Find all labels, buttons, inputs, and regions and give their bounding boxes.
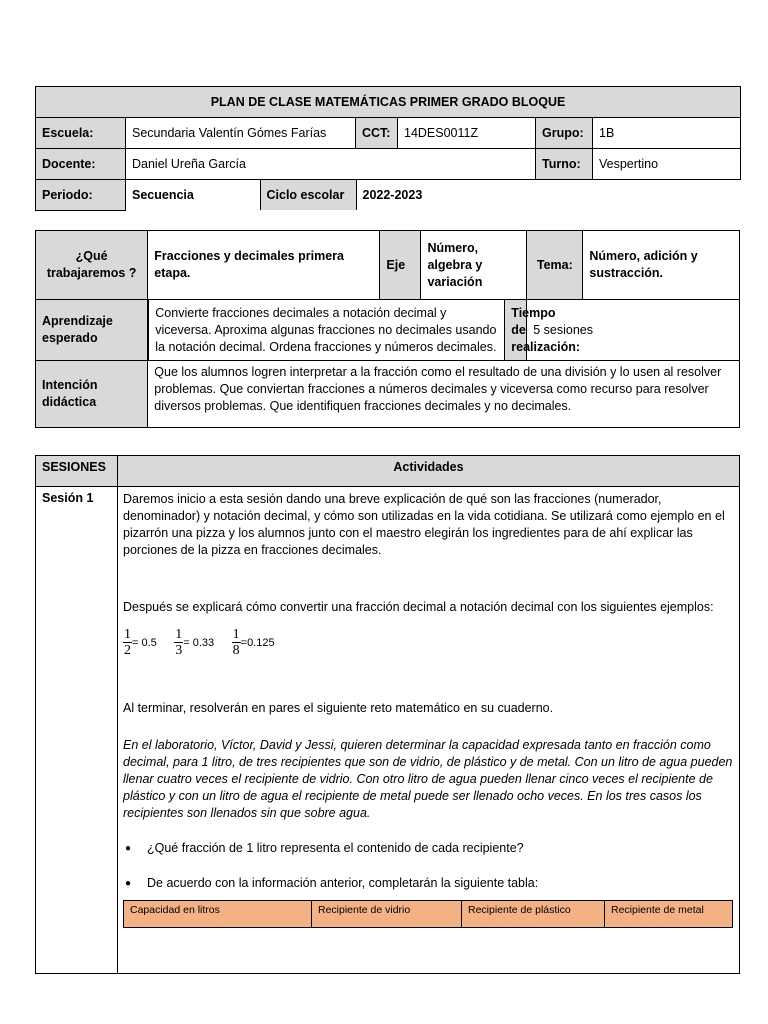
bullet-icon: ● bbox=[125, 878, 132, 889]
eje-label: Eje bbox=[380, 231, 421, 300]
fraction-value: = 0.5 bbox=[132, 637, 157, 649]
fraction-numerator: 1 bbox=[124, 627, 131, 642]
aprendizaje-label: Aprendizaje esperado bbox=[36, 300, 148, 361]
pairs-paragraph: Al terminar, resolverán en pares el siguiente reto matemático en su cuaderno. bbox=[123, 701, 554, 715]
eje-value: Número, algebra y variación bbox=[421, 231, 527, 300]
ciclo-value: 2022-2023 bbox=[362, 187, 423, 202]
bullet-icon: ● bbox=[125, 843, 132, 854]
cct-label: CCT: bbox=[356, 118, 398, 149]
grupo-value: 1B bbox=[593, 118, 741, 149]
fraction-example bbox=[174, 627, 214, 658]
sessions-table bbox=[35, 455, 740, 974]
capacity-header-cell: Recipiente de metal bbox=[605, 901, 733, 928]
fraction-denominator: 8 bbox=[232, 643, 240, 658]
periodo-label: Periodo: bbox=[36, 180, 126, 211]
bullet-text: De acuerdo con la información anterior, completarán la siguiente tabla: bbox=[147, 876, 539, 890]
tema-label: Tema: bbox=[527, 231, 583, 300]
fraction-numerator: 1 bbox=[232, 627, 240, 642]
fraction-numerator: 1 bbox=[175, 627, 183, 642]
challenge-paragraph: En el laboratorio, Víctor, David y Jessi, quieren determinar la capacidad expresada tanto en fracción como decimal, para 1 litro, de tres recipientes que son de vidrio, de plástico y de metal. Con un litro de agua pueden llenar cuatro veces el recipiente de vidrio. Con otro litro de agua pueden llenar cinco veces el recipiente de plástico y con un litro de agua el recipiente de metal puede ser llenado ocho veces. En los tres casos los recipientes son llenados sin que sobre agua. bbox=[123, 738, 733, 820]
tema-value: Número, adición y sustracción. bbox=[583, 231, 740, 300]
fraction-example bbox=[123, 627, 157, 658]
aprendizaje-value: Convierte fracciones decimales a notación decimal y viceversa. Aproxima algunas fracciones no decimales usando la notación decimal. Ordena fracciones y números decimales. bbox=[149, 300, 505, 360]
periodo-value: Secuencia bbox=[126, 180, 260, 210]
fraction-example bbox=[232, 627, 275, 658]
actividades-header: Actividades bbox=[118, 456, 740, 487]
que-value: Fracciones y decimales primera etapa. bbox=[148, 231, 380, 300]
bullet-item bbox=[123, 840, 734, 857]
fraction-value: = 0.33 bbox=[183, 637, 215, 649]
capacity-header-cell: Recipiente de plástico bbox=[462, 901, 605, 928]
intencion-label: Intención didáctica bbox=[36, 361, 148, 428]
intencion-value: Que los alumnos logren interpretar a la fracción como el resultado de una división y lo usen al resolver problemas. Que conviertan fracciones a números decimales y viceversa como recurso para resolver diversos problemas. Que identifiquen fracciones decimales y no decimales. bbox=[148, 361, 740, 428]
fraction-examples bbox=[123, 626, 734, 658]
que-label: ¿Qué trabajaremos ? bbox=[36, 231, 148, 300]
ciclo-label: Ciclo escolar bbox=[260, 180, 356, 210]
turno-value: Vespertino bbox=[593, 149, 741, 180]
fraction-denominator: 3 bbox=[175, 643, 183, 658]
docente-value: Daniel Ureña García bbox=[126, 149, 536, 180]
periodo-subtable bbox=[126, 180, 741, 210]
fraction-value: =0.125 bbox=[240, 637, 275, 649]
escuela-value: Secundaria Valentín Gómes Farías bbox=[126, 118, 356, 149]
header-table bbox=[35, 86, 741, 211]
fraction-denominator: 2 bbox=[124, 643, 131, 658]
sesion-1-activities bbox=[118, 487, 740, 974]
capacity-header-cell: Capacidad en litros bbox=[124, 901, 312, 928]
tiempo-value: 5 sesiones bbox=[527, 300, 740, 361]
plan-title: PLAN DE CLASE MATEMÁTICAS PRIMER GRADO BLOQUE bbox=[36, 87, 741, 118]
escuela-label: Escuela: bbox=[36, 118, 126, 149]
cct-value: 14DES0011Z bbox=[398, 118, 536, 149]
grupo-label: Grupo: bbox=[536, 118, 593, 149]
intro-paragraph: Daremos inicio a esta sesión dando una breve explicación de qué son las fracciones (numerador, denominador) y notación decimal, y cómo son utilizadas en la vida cotidiana. Se utilizará como ejemplo en el pizarrón una pizza y los alumnos junto con el maestro elegirán los ingredientes para de ahí explicar las porciones de la pizza en fracciones decimales. bbox=[123, 492, 725, 557]
sesiones-header: SESIONES bbox=[36, 456, 118, 487]
plan-table bbox=[35, 230, 740, 428]
turno-label: Turno: bbox=[536, 149, 593, 180]
capacity-header-cell: Recipiente de vidrio bbox=[312, 901, 462, 928]
bullet-item bbox=[123, 875, 734, 892]
capacity-table bbox=[123, 900, 733, 928]
conversion-paragraph: Después se explicará cómo convertir una fracción decimal a notación decimal con los siguientes ejemplos: bbox=[123, 600, 714, 614]
docente-label: Docente: bbox=[36, 149, 126, 180]
tiempo-label: Tiempo de realización: bbox=[505, 300, 526, 360]
bullet-text: ¿Qué fracción de 1 litro representa el contenido de cada recipiente? bbox=[147, 841, 524, 855]
sesion-1-label: Sesión 1 bbox=[36, 487, 118, 974]
